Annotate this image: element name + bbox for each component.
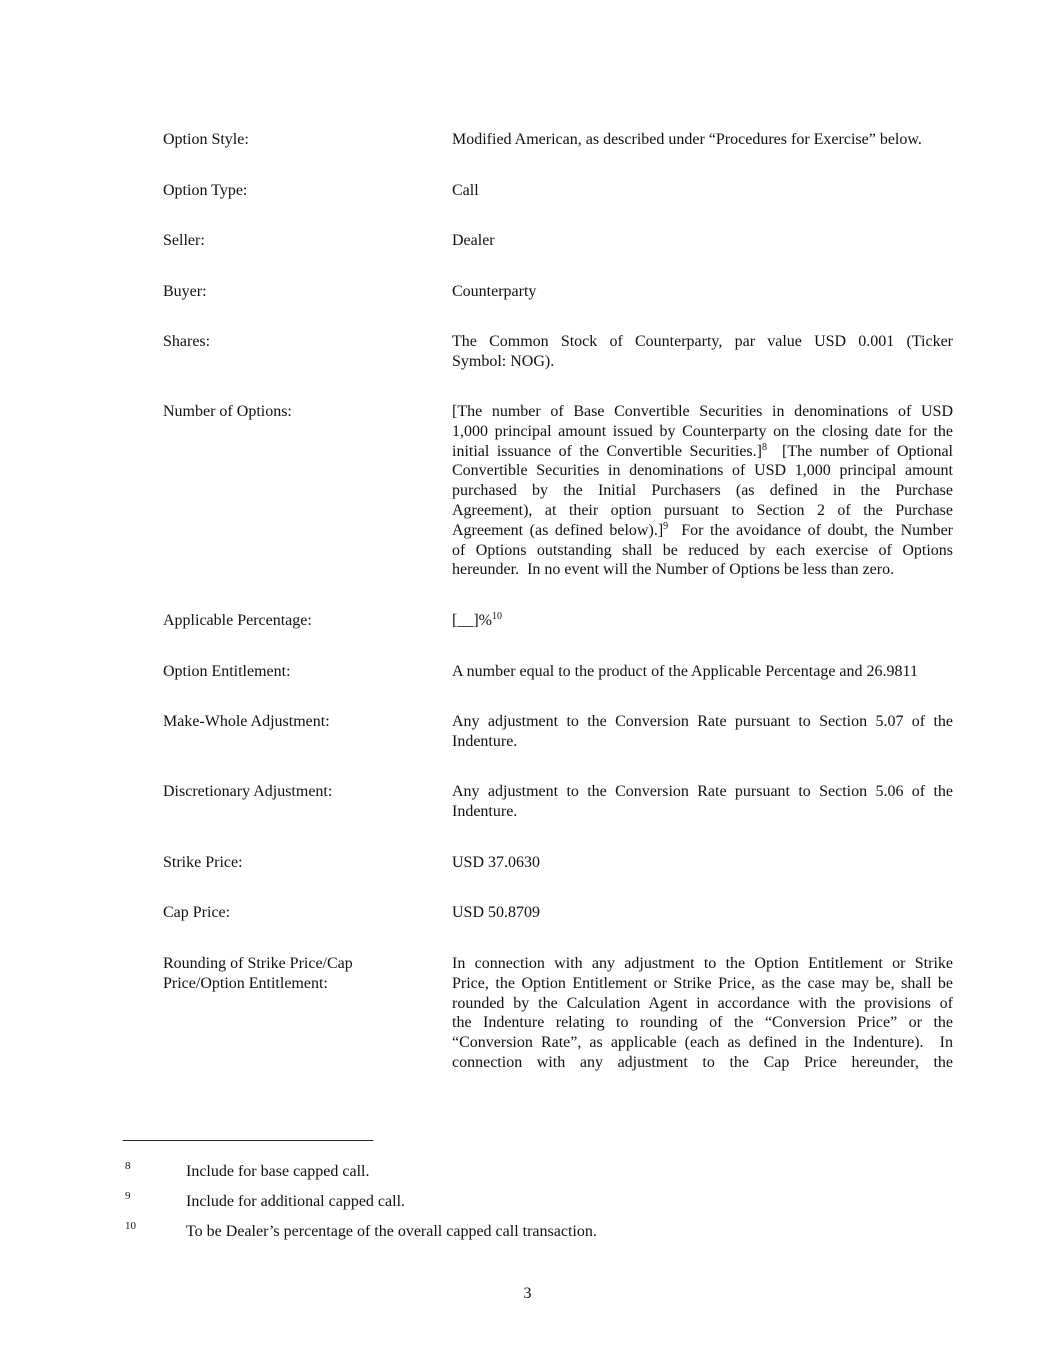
term-value (452, 332, 953, 372)
footnote-ref-8: 8 (761, 441, 767, 453)
term-value (452, 782, 953, 822)
term-value-line: [The number of Base Convertible Securities in denominations of USD (452, 403, 953, 420)
term-value-line: Call (452, 182, 479, 199)
term-value-line: purchased by the Initial Purchasers (as defined in the Purchase (452, 482, 953, 500)
term-value (452, 611, 953, 631)
term-label: Strike Price: (163, 854, 243, 871)
term-value (452, 231, 953, 251)
term-value (452, 282, 953, 302)
page-number: 3 (523, 1285, 532, 1302)
term-value-line: connection with any adjustment to the Cap Price hereunder, the (452, 1053, 953, 1071)
term-value-line (452, 521, 953, 541)
footnote-number: 9 (125, 1190, 131, 1202)
term-value-line: “Conversion Rate”, as applicable (each as defined in the Indenture). In (452, 1034, 953, 1052)
term-value-line: Counterparty (452, 283, 537, 300)
footnote-text: Include for base capped call. (186, 1163, 370, 1180)
term-value-line: the Indenture relating to rounding of the “Conversion Price” or the (452, 1014, 953, 1032)
footnote-number: 8 (125, 1160, 131, 1172)
term-value-line: Indenture. (452, 802, 518, 820)
term-value (452, 712, 953, 752)
term-value-line: Convertible Securities in denominations of USD 1,000 principal amount (452, 462, 953, 480)
term-label: Seller: (163, 232, 205, 249)
term-label: Applicable Percentage: (163, 612, 312, 629)
term-value-line: of Options outstanding shall be reduced by each exercise of Options (452, 541, 953, 559)
value-text: [__]% (452, 612, 492, 629)
footnote-ref-10: 10 (491, 611, 502, 622)
term-value-line: Dealer (452, 232, 495, 249)
term-label: Discretionary Adjustment: (163, 783, 333, 800)
term-label: Option Type: (163, 182, 248, 199)
footnote-text: To be Dealer’s percentage of the overall capped call transaction. (186, 1223, 597, 1240)
value-text: For the avoidance of doubt, the Number (668, 521, 954, 539)
term-value-line: rounded by the Calculation Agent in accordance with the provisions of (452, 994, 953, 1012)
term-value (452, 853, 953, 873)
value-text: [The number of Optional (766, 442, 953, 460)
term-value-line: Agreement), at their option pursuant to Section 2 of the Purchase (452, 501, 953, 519)
term-value (452, 130, 953, 150)
term-value-line: hereunder. In no event will the Number of Options be less than zero. (452, 561, 895, 579)
term-label: Buyer: (163, 283, 207, 300)
term-value-line: Price, the Option Entitlement or Strike Price, as the case may be, shall be (452, 974, 953, 992)
term-label: Cap Price: (163, 904, 231, 921)
value-text: initial issuance of the Convertible Securities.] (452, 442, 762, 460)
footnote-number: 10 (125, 1220, 136, 1232)
term-value-line (452, 442, 953, 462)
term-value (452, 903, 953, 923)
term-value-line: Symbol: NOG). (452, 352, 555, 370)
term-label-line: Rounding of Strike Price/Cap (163, 955, 353, 972)
term-value (452, 181, 953, 201)
footnote-text: Include for additional capped call. (186, 1193, 406, 1210)
term-label: Make-Whole Adjustment: (163, 713, 330, 730)
term-value-line: The Common Stock of Counterparty, par value USD 0.001 (Ticker (452, 333, 953, 350)
term-value (452, 954, 953, 1073)
term-label (163, 954, 433, 994)
term-value (452, 402, 953, 580)
term-value-line: A number equal to the product of the Applicable Percentage and 26.9811 (452, 663, 918, 680)
value-text: Agreement (as defined below).] (452, 521, 664, 539)
term-value-line: USD 37.0630 (452, 854, 541, 871)
term-value-line: Modified American, as described under “Procedures for Exercise” below. (452, 131, 922, 148)
term-value-line: In connection with any adjustment to the Option Entitlement or Strike (452, 955, 953, 972)
term-value-line: Indenture. (452, 732, 518, 750)
term-value-line: Any adjustment to the Conversion Rate pursuant to Section 5.06 of the (452, 783, 953, 800)
term-label-line: Price/Option Entitlement: (163, 974, 328, 992)
term-label: Option Style: (163, 131, 249, 148)
footnote-ref-9: 9 (663, 520, 669, 532)
footnote-separator (123, 1140, 373, 1141)
term-label: Option Entitlement: (163, 663, 291, 680)
term-value (452, 662, 953, 682)
term-label: Number of Options: (163, 403, 292, 420)
term-label: Shares: (163, 333, 211, 350)
term-value-line: Any adjustment to the Conversion Rate pursuant to Section 5.07 of the (452, 713, 953, 730)
term-value-line: 1,000 principal amount issued by Counterparty on the closing date for the (452, 422, 953, 440)
term-value-line: USD 50.8709 (452, 904, 541, 921)
